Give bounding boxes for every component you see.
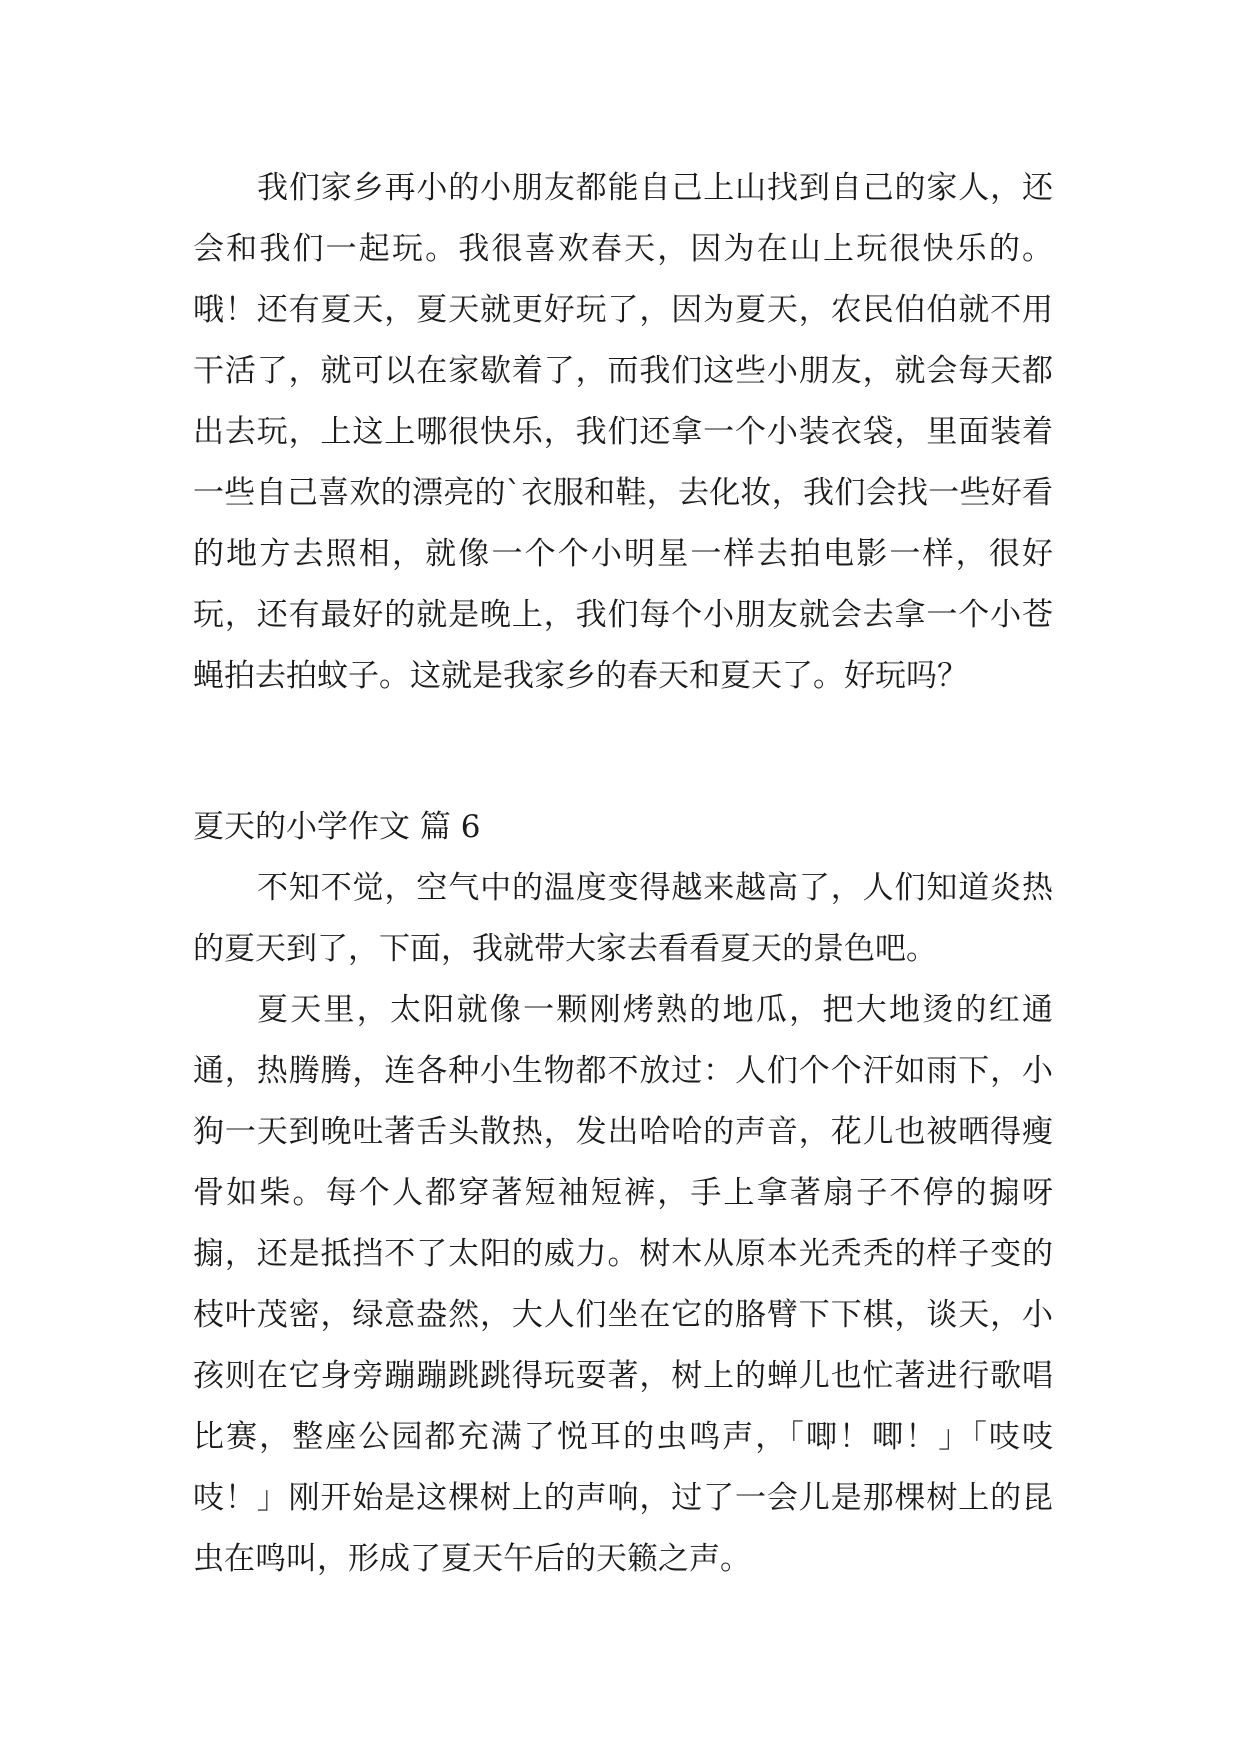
text-section-continued <box>193 158 1053 707</box>
paragraph-1: 不知不觉，空气中的温度变得越来越高了，人们知道炎热的夏天到了，下面，我就带大家去看看夏天的景色吧。 <box>193 870 1053 967</box>
paragraph-2: 夏天里，太阳就像一颗刚烤熟的地瓜，把大地烫的红通通，热腾腾，连各种小生物都不放过：人们个个汗如雨下，小狗一天到晚吐著舌头散热，发出哈哈的声音，花儿也被晒得瘦骨如柴。每个人都穿著短袖短裤，手上拿著扇子不停的搧呀搧，还是抵挡不了太阳的威力。树木从原本光秃秃的样子变的枝叶茂密，绿意盎然，大人们坐在它的胳臂下下棋，谈天，小孩则在它身旁蹦蹦跳跳得玩耍著，树上的蝉儿也忙著进行歌唱比赛，整座公园都充满了悦耳的虫鸣声，「唧！唧！」「吱吱吱！」刚开始是这棵树上的声响，过了一会儿是那棵树上的昆虫在鸣叫，形成了夏天午后的天籁之声。 <box>193 992 1053 1577</box>
paragraph-continued: 我们家乡再小的小朋友都能自己上山找到自己的家人，还会和我们一起玩。我很喜欢春天，因为在山上玩很快乐的。哦！还有夏天，夏天就更好玩了，因为夏天，农民伯伯就不用干活了，就可以在家歇着了，而我们这些小朋友，就会每天都出去玩，上这上哪很快乐，我们还拿一个小装衣袋，里面装着一些自己喜欢的漂亮的`衣服和鞋，去化妆，我们会找一些好看的地方去照相，就像一个个小明星一样去拍电影一样，很好玩，还有最好的就是晚上，我们每个小朋友就会去拿一个小苍蝇拍去拍蚊子。这就是我家乡的春天和夏天了。好玩吗？ <box>193 170 1053 694</box>
text-section-essay-6 <box>193 858 1053 1590</box>
section-heading: 夏天的小学作文 篇 6 <box>193 809 481 845</box>
